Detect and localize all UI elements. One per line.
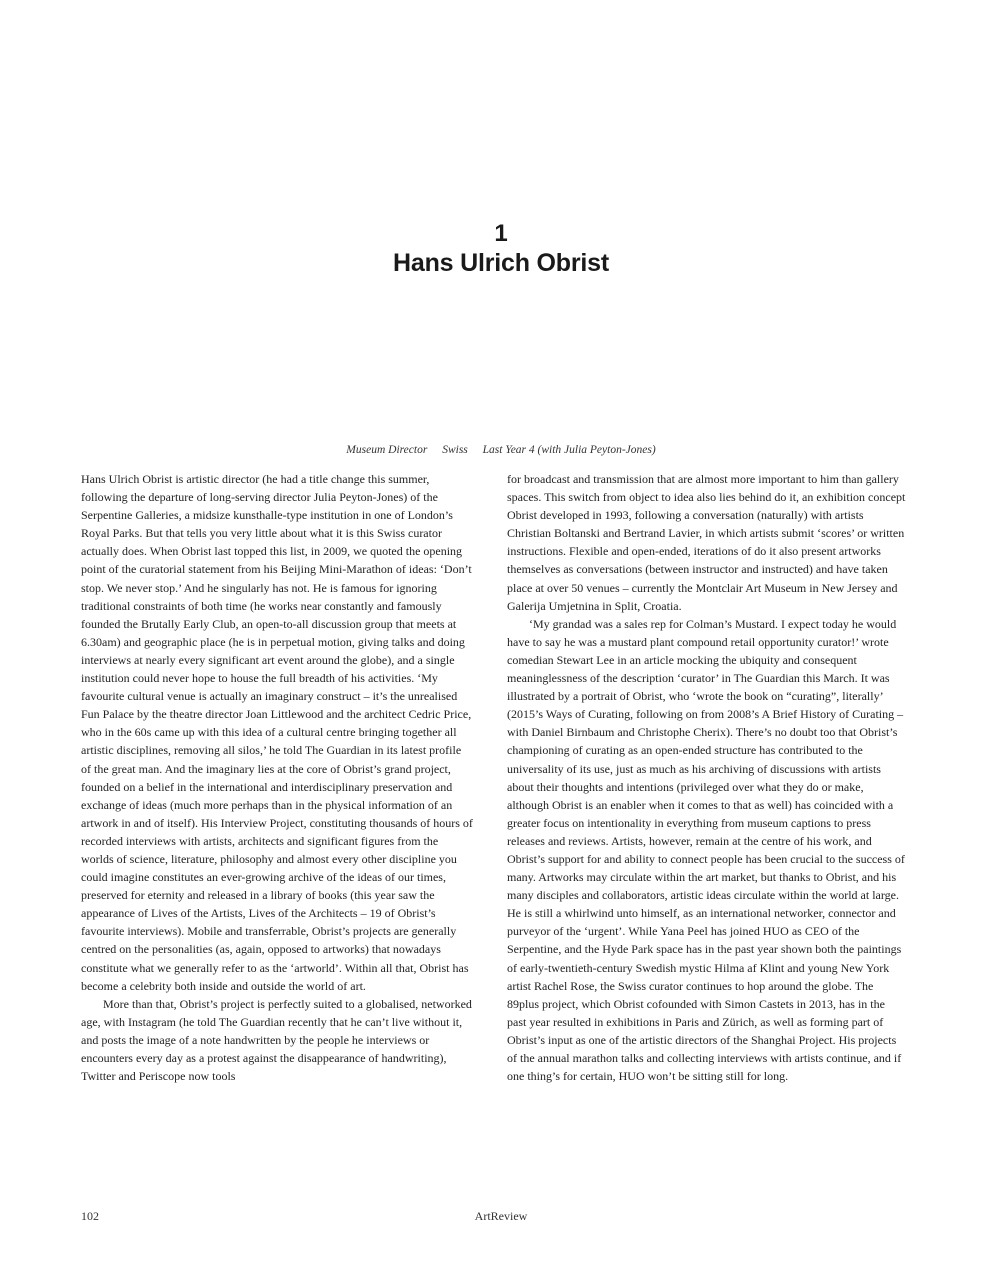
- meta-nationality: Swiss: [442, 444, 468, 456]
- meta-role: Museum Director: [346, 444, 428, 456]
- profile-heading: [0, 220, 1002, 278]
- meta-last-year: Last Year 4 (with Julia Peyton-Jones): [482, 444, 656, 456]
- paragraph: More than that, Obrist’s project is perfectly suited to a globalised, networked age, with Instagram (he told The Guardian recently that he can’t live without it, and posts the image of a note handwritten by the people he interviews or encounters every day as a protest against the disappearance of handwriting), Twitter and Periscope now tools: [81, 996, 472, 1084]
- text-column-left: [81, 470, 473, 1085]
- text-column-right: [507, 470, 907, 1085]
- paragraph: ‘My grandad was a sales rep for Colman’s Mustard. I expect today he would have to say he was a mustard plant compound retail opportunity curator!’ wrote comedian Stewart Lee in an article mocking the ubiquity and consequent meaninglessness of the description ‘curator’ in The Guardian this March. It was illustrated by a portrait of Obrist, who ‘wrote the book on “curating”, literally’ (2015’s Ways of Curating, following on from 2008’s A Brief History of Curating – with Daniel Birnbaum and Christophe Cherix). There’s no doubt too that Obrist’s championing of curating as an open-ended structure has contributed to the universality of its use, just as much as his archiving of discussions with artists about their thoughts and intentions (privileged over what they do or make, although Obrist is an enabler when it comes to that as well) has coincided with a greater focus on intentionality in everything from museum captions to press releases and reviews. Artists, however, remain at the centre of his work, and Obrist’s support for and ability to connect people has been crucial to the success of many. Artworks may circulate within the art market, but thanks to Obrist, and his many disciples and collaborators, artistic ideas circulate within the world at large. He is still a whirlwind unto himself, as an international networker, connector and purveyor of the ‘urgent’. While Yana Peel has joined HUO as CEO of the Serpentine, and the Hyde Park space has in the past year shown both the paintings of early-twentieth-century Swedish mystic Hilma af Klint and young New York artist Rachel Rose, the Swiss curator continues to hop around the globe. The 89plus project, which Obrist cofounded with Simon Castets in 2013, has in the past year resulted in exhibitions in Paris and Zürich, as well as forming part of Obrist’s input as one of the artistic directors of the Shanghai Project. His projects of the annual marathon talks and collecting interviews with artists continue, and if one thing’s for certain, HUO won’t be sitting still for long.: [507, 616, 905, 1084]
- profile-meta: [0, 444, 1002, 456]
- page-number: 102: [81, 1209, 99, 1223]
- profile-name: Hans Ulrich Obrist: [393, 249, 609, 277]
- paragraph: Hans Ulrich Obrist is artistic director (he had a title change this summer, following the departure of long-serving director Julia Peyton-Jones) of the Serpentine Galleries, a midsize kunsthalle-type institution in one of London’s Royal Parks. But that tells you very little about what it is this Swiss curator actually does. When Obrist last topped this list, in 2009, we quoted the opening point of the curatorial statement from his Beijing Mini-Marathon of ideas: ‘Don’t stop. We never stop.’ And he singularly has not. He is famous for ignoring traditional constraints of both time (he works near constantly and famously founded the Brutally Early Club, an open-to-all discussion group that meets at 6.30am) and geographic place (he is in perpetual motion, giving talks and doing interviews at nearly every significant art event around the globe), and a single institution could never hope to house the full breadth of his activities. ‘My favourite cultural venue is actually an imaginary construct – it’s the unrealised Fun Palace by the theatre director Joan Littlewood and the architect Cedric Price, who in the 60s came up with this idea of a cultural centre bringing together all artistic disciplines, removing all silos,’ he told The Guardian in its latest profile of the great man. And the imaginary lies at the core of Obrist’s grand project, founded on a belief in the international and interdisciplinary preservation and exchange of ideas (much more perhaps than in the physical information of an artwork in and of itself). His Interview Project, constituting thousands of hours of recorded interviews with artists, architects and significant figures from the worlds of science, literature, philosophy and almost every other discipline you could imagine constitutes an ever-growing archive of the ideas of our times, preserved for eternity and released in a library of books (this year saw the appearance of Lives of the Artists, Lives of the Architects – 19 of Obrist’s favourite interviews). Mobile and transferrable, Obrist’s projects are generally centred on the personalities (as, again, opposed to artworks) that nowadays constitute what we generally refer to as the ‘artworld’. Within all that, Obrist has become a celebrity both inside and outside the world of art.: [81, 472, 473, 993]
- rank-number: 1: [494, 220, 508, 247]
- paragraph: for broadcast and transmission that are almost more important to him than gallery spaces. This switch from object to idea also lies behind do it, an exhibition concept Obrist developed in 1993, following a conversation (naturally) with artists Christian Boltanski and Bertrand Lavier, in which artists submit ‘scores’ or written instructions. Flexible and open-ended, iterations of do it also present artworks themselves as conversations (between instructor and instructed) and have taken place at over 50 venues – currently the Montclair Art Museum in New Jersey and Galerija Umjetnina in Split, Croatia.: [507, 472, 906, 613]
- magazine-name: ArtReview: [474, 1209, 528, 1223]
